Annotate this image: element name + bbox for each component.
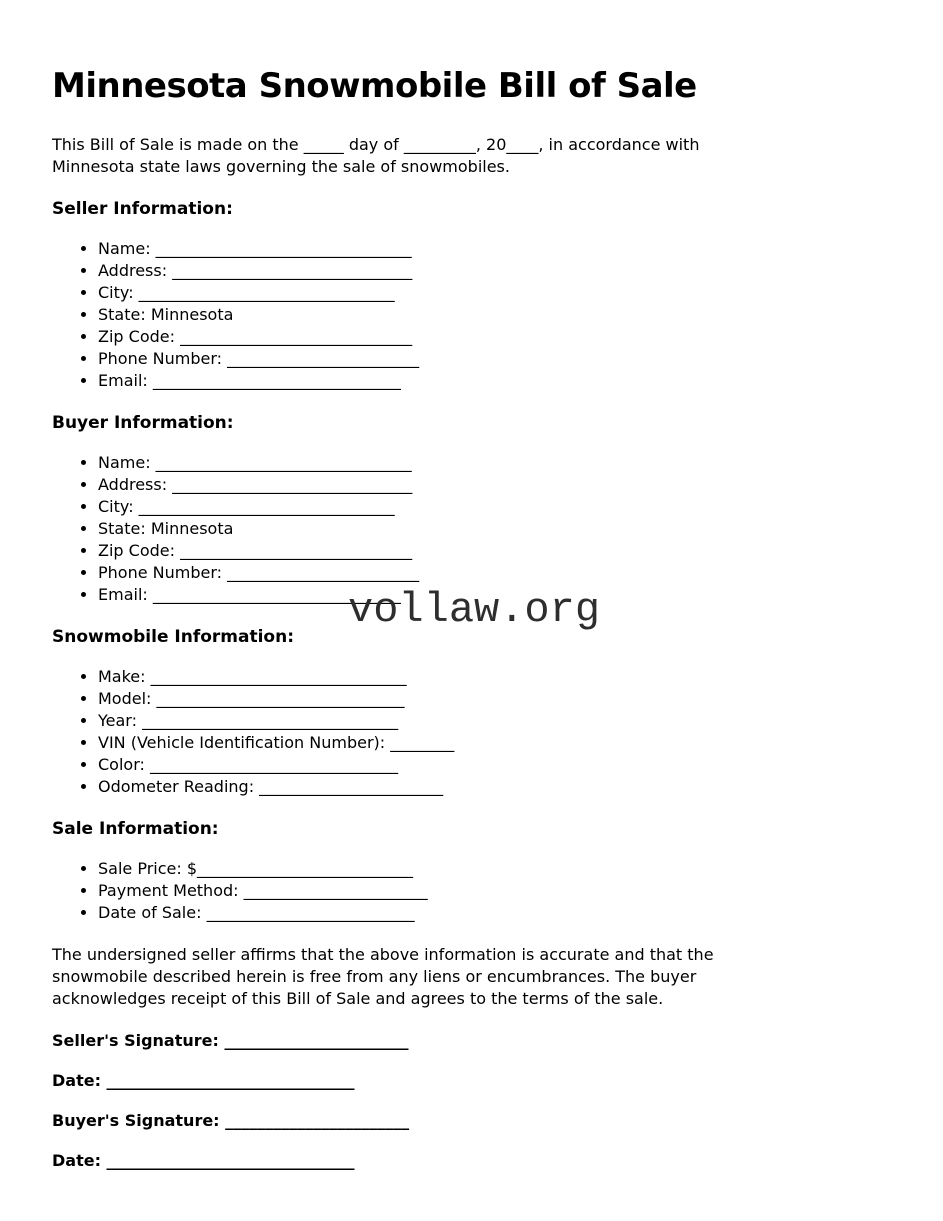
seller-information-heading: Seller Information:	[52, 199, 233, 219]
seller-signature-line: Seller's Signature: _______________________	[52, 1031, 409, 1050]
list-item: • City: ________________________________	[98, 496, 843, 518]
affirmation-line: snowmobile described herein is free from any liens or encumbrances. The buyer	[52, 967, 697, 986]
intro-line: Minnesota state laws governing the sale of snowmobiles.	[52, 157, 510, 176]
list-item: • Odometer Reading: _______________________	[98, 776, 843, 798]
list-item: • Address: ______________________________	[98, 474, 843, 496]
list-item: • Make: ________________________________	[98, 666, 843, 688]
buyer-information-list	[52, 452, 843, 606]
intro-paragraph	[52, 134, 843, 178]
list-item: • State: Minnesota	[98, 304, 843, 326]
list-item: • Year: ________________________________	[98, 710, 843, 732]
list-item: • VIN (Vehicle Identification Number): ________	[98, 732, 843, 754]
seller-signature-date-line: Date: _______________________________	[52, 1071, 355, 1090]
list-item: • Model: _______________________________	[98, 688, 843, 710]
list-item: • Payment Method: _______________________	[98, 880, 843, 902]
seller-information-list	[52, 238, 843, 392]
list-item: • Date of Sale: __________________________	[98, 902, 843, 924]
list-item: • Name: ________________________________	[98, 238, 843, 260]
intro-line: This Bill of Sale is made on the _____ day of _________, 20____, in accordance with	[52, 135, 700, 154]
list-item: • Name: ________________________________	[98, 452, 843, 474]
list-item: • Phone Number: ________________________	[98, 348, 843, 370]
list-item: • City: ________________________________	[98, 282, 843, 304]
list-item: • Address: ______________________________	[98, 260, 843, 282]
list-item: • Color: _______________________________	[98, 754, 843, 776]
list-item: • Zip Code: _____________________________	[98, 326, 843, 348]
snowmobile-information-heading: Snowmobile Information:	[52, 627, 295, 647]
buyer-signature-line: Buyer's Signature: _______________________	[52, 1111, 410, 1130]
snowmobile-information-list	[52, 666, 843, 798]
list-item: • Email: _______________________________	[98, 370, 843, 392]
affirmation-paragraph	[52, 944, 843, 1010]
list-item: • Zip Code: _____________________________	[98, 540, 843, 562]
list-item: • Email: _______________________________	[98, 584, 843, 606]
buyer-signature-date-line: Date: _______________________________	[52, 1151, 355, 1170]
sale-information-heading: Sale Information:	[52, 819, 219, 839]
affirmation-line: acknowledges receipt of this Bill of Sale and agrees to the terms of the sale.	[52, 989, 664, 1008]
affirmation-line: The undersigned seller affirms that the above information is accurate and that the	[52, 945, 714, 964]
list-item: • Sale Price: $___________________________	[98, 858, 843, 880]
sale-information-list	[52, 858, 843, 924]
list-item: • State: Minnesota	[98, 518, 843, 540]
list-item: • Phone Number: ________________________	[98, 562, 843, 584]
page-title: Minnesota Snowmobile Bill of Sale	[52, 66, 697, 106]
buyer-information-heading: Buyer Information:	[52, 413, 234, 433]
watermark: vollaw.org	[348, 586, 601, 634]
